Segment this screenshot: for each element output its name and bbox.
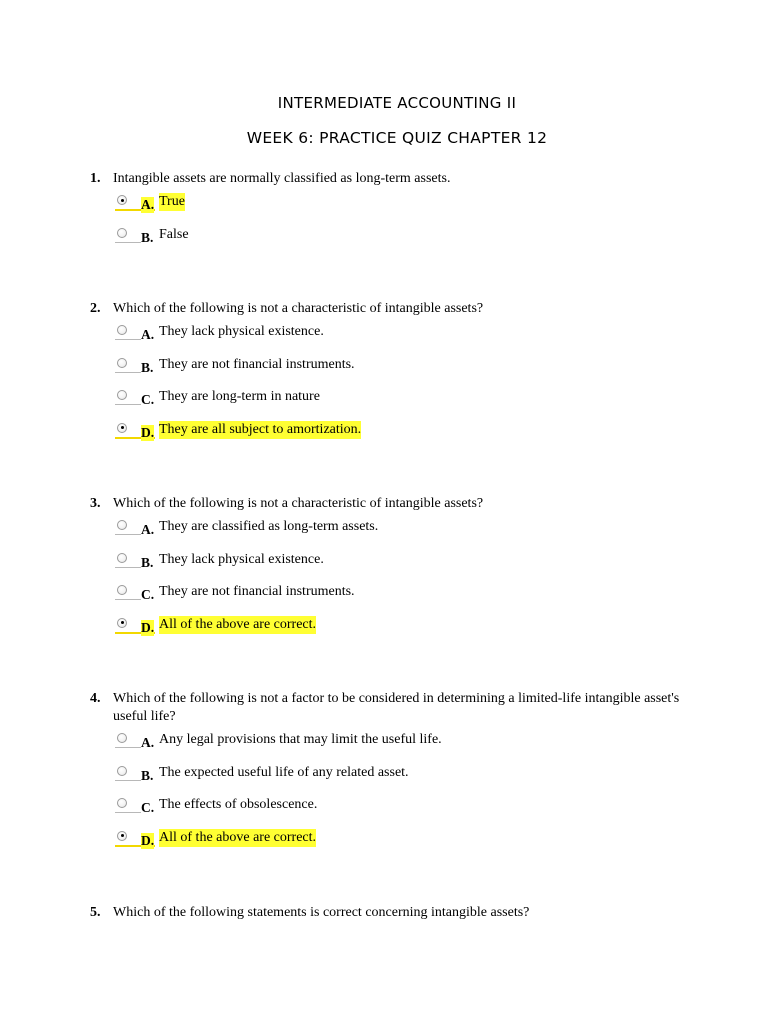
radio-underline (115, 372, 141, 373)
option-letter: A. (141, 197, 155, 212)
question-text: Which of the following is not a characteristic of intangible assets? (113, 301, 484, 316)
option-text: They are all subject to amortization. (159, 421, 362, 437)
option-letter: B. (141, 229, 154, 245)
radio-button[interactable] (117, 733, 127, 743)
option-letter: C. (141, 392, 155, 407)
option-a[interactable] (115, 731, 710, 764)
option-d[interactable] (115, 421, 710, 454)
question-2 (90, 300, 710, 453)
radio-underline (115, 404, 141, 405)
option-letter: A. (141, 735, 155, 750)
option-letter: A. (141, 522, 155, 537)
option-letter: A. (141, 327, 155, 342)
question-number: 3. (90, 496, 101, 511)
question-text: Which of the following statements is correct concerning intangible assets? (113, 905, 530, 920)
option-letter: B. (141, 554, 154, 570)
option-letter: C. (141, 800, 155, 815)
radio-underline (115, 747, 141, 748)
option-letter: B. (141, 767, 154, 783)
radio-button-checked[interactable] (117, 195, 127, 205)
option-text: All of the above are correct. (159, 616, 317, 632)
option-letter: C. (141, 587, 155, 602)
option-c[interactable] (115, 796, 710, 829)
option-letter: D. (141, 619, 155, 635)
question-5 (90, 904, 710, 922)
radio-underline (115, 534, 141, 535)
question-4 (90, 690, 710, 861)
question-1 (90, 170, 710, 258)
option-text: They lack physical existence. (159, 551, 324, 567)
radio-button[interactable] (117, 585, 127, 595)
course-title: INTERMEDIATE ACCOUNTING II (277, 94, 517, 112)
radio-button[interactable] (117, 553, 127, 563)
option-letter: B. (141, 359, 154, 375)
radio-underline (115, 242, 141, 243)
option-text: They lack physical existence. (159, 324, 324, 339)
option-text: False (159, 226, 189, 242)
option-d[interactable] (115, 829, 710, 862)
radio-button[interactable] (117, 390, 127, 400)
question-number: 5. (90, 905, 101, 920)
radio-underline (115, 567, 141, 568)
radio-button[interactable] (117, 228, 127, 238)
radio-button[interactable] (117, 798, 127, 808)
option-text: The expected useful life of any related asset. (159, 764, 409, 780)
option-a[interactable] (115, 518, 710, 551)
option-c[interactable] (115, 583, 710, 616)
radio-underline (115, 812, 141, 813)
option-letter: D. (141, 832, 155, 848)
question-number: 4. (90, 691, 101, 706)
option-b[interactable] (115, 356, 710, 389)
option-b[interactable] (115, 764, 710, 797)
question-number: 2. (90, 301, 101, 316)
option-text: The effects of obsolescence. (159, 797, 318, 812)
option-a[interactable] (115, 323, 710, 356)
question-number: 1. (90, 171, 101, 186)
option-a[interactable] (115, 193, 710, 226)
option-letter: D. (141, 424, 155, 440)
option-text: They are not financial instruments. (159, 584, 355, 599)
question-text: Which of the following is not a characteristic of intangible assets? (113, 496, 484, 511)
option-text: True (159, 194, 185, 209)
question-text: Which of the following is not a factor to be considered in determining a limited-life intangible asset's useful life? (113, 691, 680, 724)
radio-button-checked[interactable] (117, 831, 127, 841)
radio-underline (115, 599, 141, 600)
option-d[interactable] (115, 616, 710, 649)
option-text: They are classified as long-term assets. (159, 519, 379, 534)
radio-button[interactable] (117, 520, 127, 530)
radio-button[interactable] (117, 766, 127, 776)
radio-button-checked[interactable] (117, 618, 127, 628)
option-text: They are long-term in nature (159, 389, 320, 404)
option-c[interactable] (115, 388, 710, 421)
option-text: Any legal provisions that may limit the useful life. (159, 732, 442, 747)
radio-button[interactable] (117, 325, 127, 335)
quiz-title: WEEK 6: PRACTICE QUIZ CHAPTER 12 (246, 129, 548, 147)
radio-underline (115, 339, 141, 340)
option-text: All of the above are correct. (159, 829, 317, 845)
option-b[interactable] (115, 226, 710, 259)
option-b[interactable] (115, 551, 710, 584)
radio-underline (115, 780, 141, 781)
option-text: They are not financial instruments. (159, 356, 355, 372)
radio-button-checked[interactable] (117, 423, 127, 433)
question-3 (90, 495, 710, 648)
radio-button[interactable] (117, 358, 127, 368)
question-text: Intangible assets are normally classified as long-term assets. (113, 171, 451, 186)
